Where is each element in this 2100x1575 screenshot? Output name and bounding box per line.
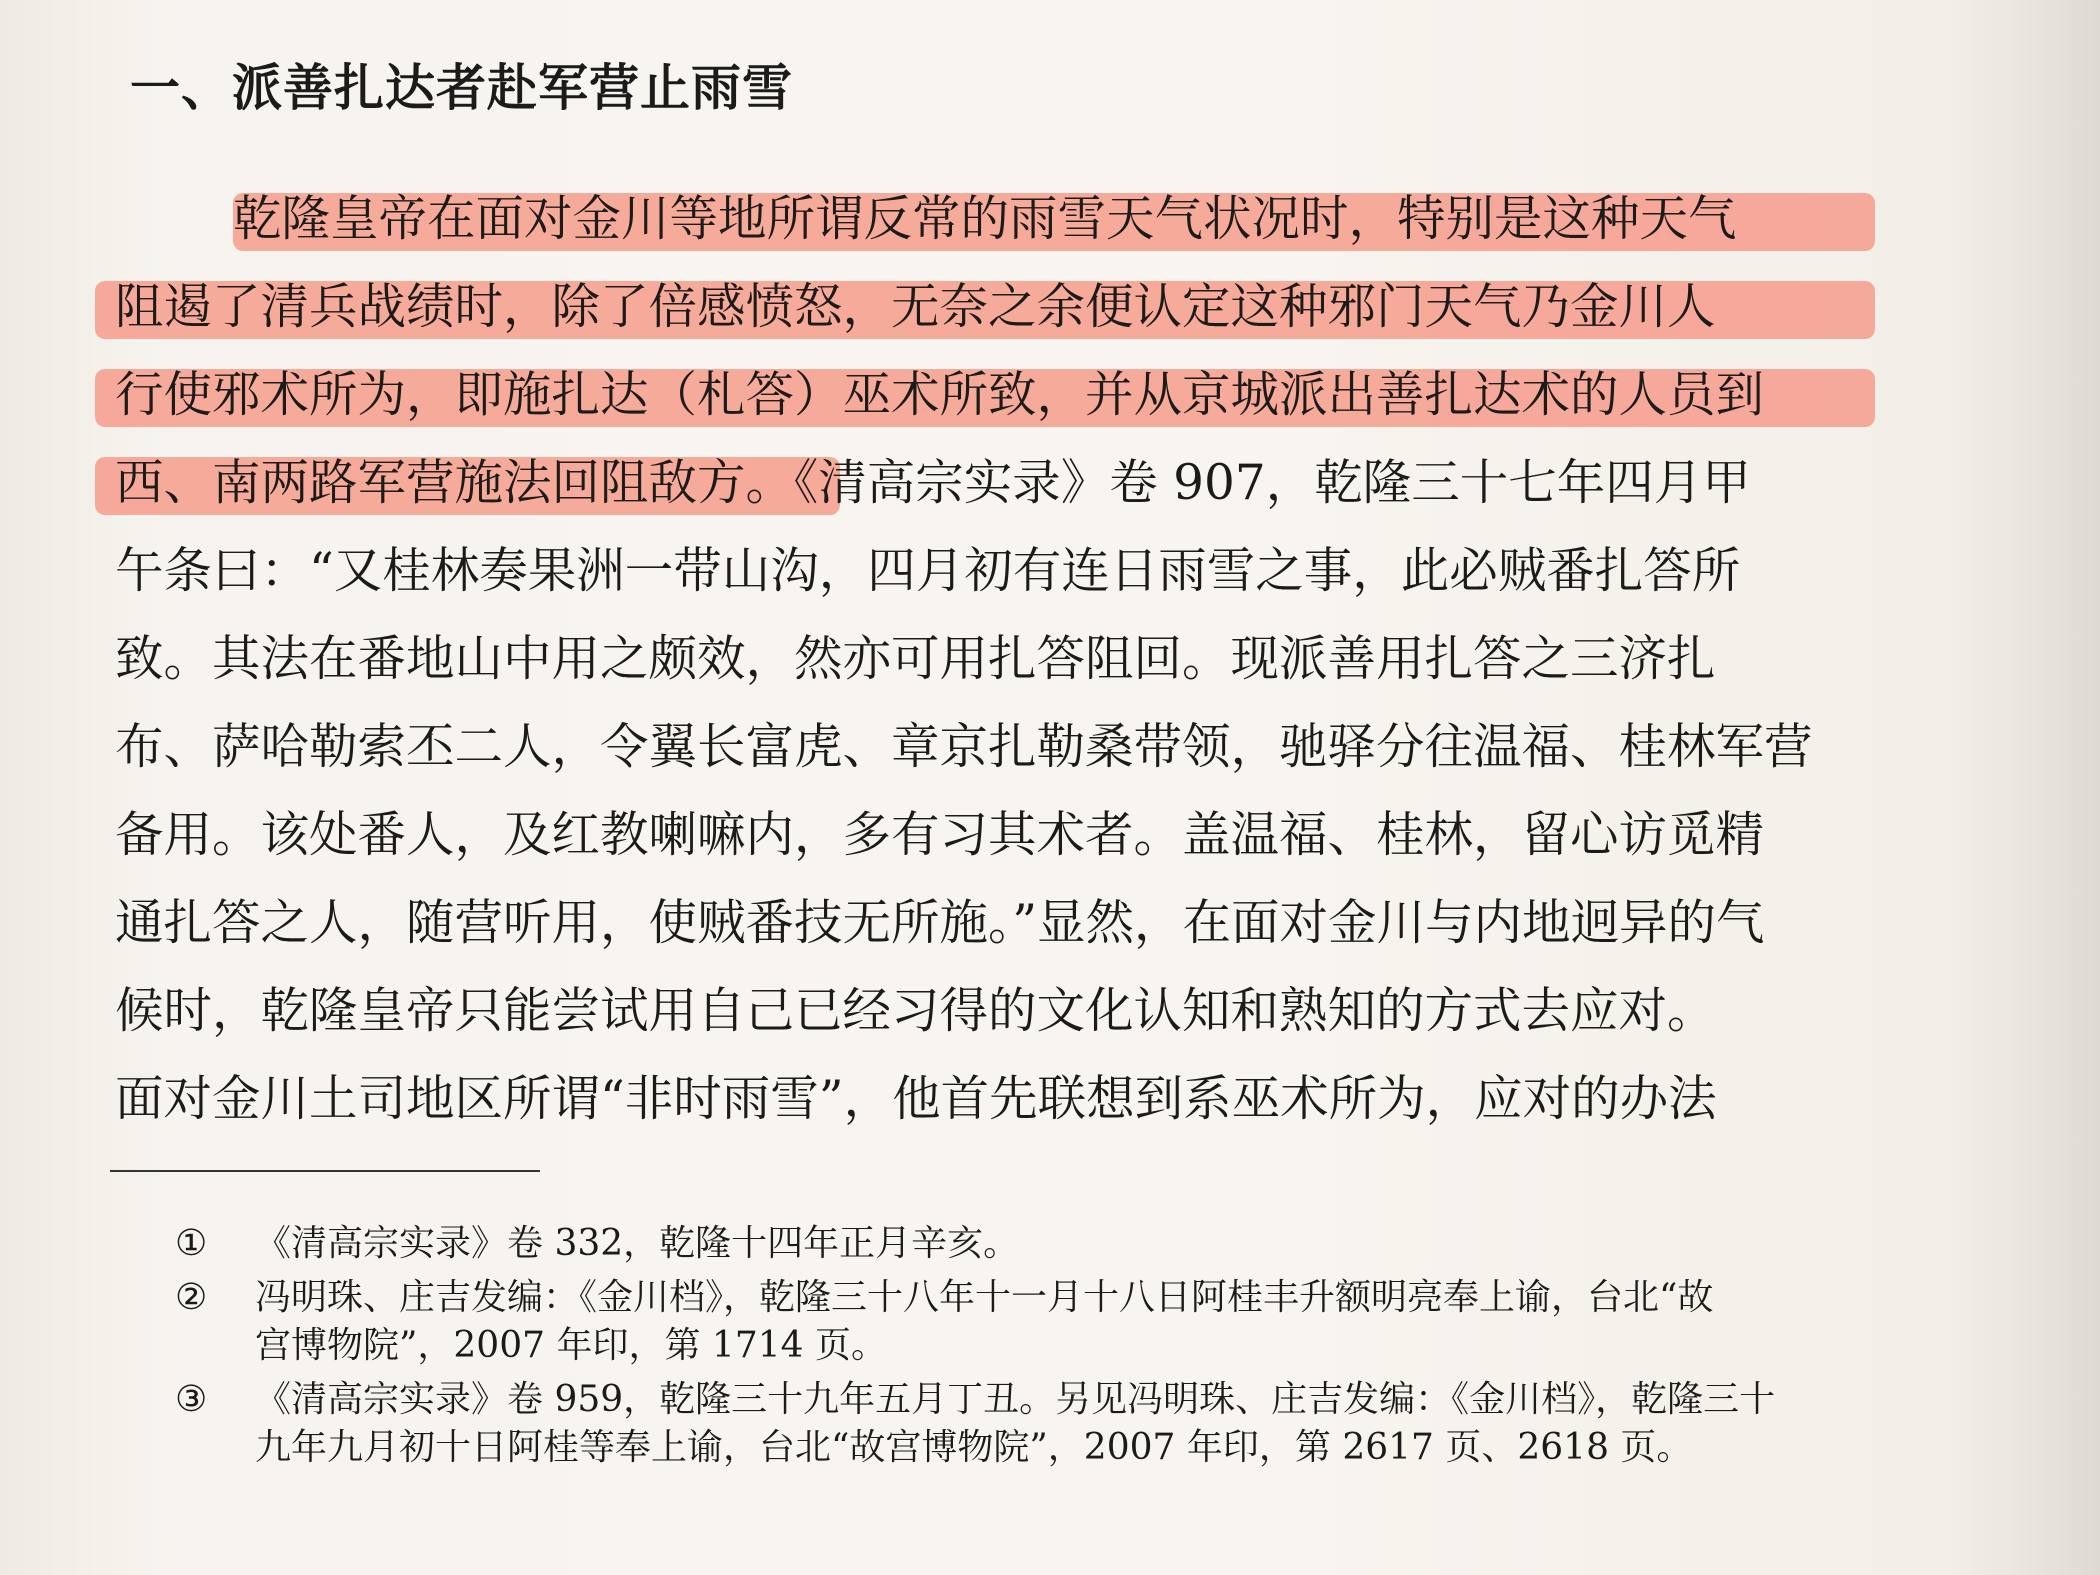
footnote <box>175 1376 1895 1472</box>
footnote-text: 冯明珠、庄吉发编：《金川档》，乾隆三十八年十一月十八日阿桂丰升额明亮奉上谕，台北“故 宫博物院”，2007 年印，第 1714 页。 <box>255 1277 1714 1366</box>
body-line: 致。其法在番地山中用之颇效，然亦可用扎答阻回。现派善用扎答之三济扎 <box>115 631 1716 687</box>
body-line: 乾隆皇帝在面对金川等地所谓反常的雨雪天气状况时，特别是这种天气 <box>115 175 1875 263</box>
body-paragraph <box>115 175 1875 1143</box>
body-line: 通扎答之人，随营听用，使贼番技无所施。”显然，在面对金川与内地迥异的气 <box>115 895 1765 951</box>
footnote-divider <box>110 1170 540 1172</box>
section-heading: 一、派善扎达者赴军营止雨雪 <box>130 59 793 117</box>
footnotes <box>175 1220 1895 1478</box>
body-line: 午条曰：“又桂林奏果洲一带山沟，四月初有连日雨雪之事，此必贼番扎答所 <box>115 543 1741 599</box>
body-line: 布、萨哈勒索丕二人，令翼长富虎、章京扎勒桑带领，驰驿分往温福、桂林军营 <box>115 719 1813 775</box>
page-edge-shadow <box>1950 0 2100 1575</box>
body-line: 西、南两路军营施法回阻敌方。《清高宗实录》卷 907，乾隆三十七年四月甲 <box>115 439 1875 527</box>
footnote <box>175 1220 1895 1268</box>
body-line: 面对金川土司地区所谓“非时雨雪”，他首先联想到系巫术所为，应对的办法 <box>115 1071 1717 1127</box>
footnote-text: 《清高宗实录》卷 332，乾隆十四年正月辛亥。 <box>255 1223 1020 1264</box>
body-line: 候时，乾隆皇帝只能尝试用自己已经习得的文化认知和熟知的方式去应对。 <box>115 983 1716 1039</box>
footnote-marker: ① <box>175 1223 208 1264</box>
footnote-marker: ③ <box>175 1379 208 1420</box>
body-line: 阻遏了清兵战绩时，除了倍感愤怒，无奈之余便认定这种邪门天气乃金川人 <box>115 263 1875 351</box>
footnote <box>175 1274 1895 1370</box>
body-line: 行使邪术所为，即施扎达（札答）巫术所致，并从京城派出善扎达术的人员到 <box>115 351 1875 439</box>
body-line: 备用。该处番人，及红教喇嘛内，多有习其术者。盖温福、桂林，留心访觅精 <box>115 807 1765 863</box>
footnote-marker: ② <box>175 1277 208 1318</box>
footnote-text: 《清高宗实录》卷 959，乾隆三十九年五月丁丑。另见冯明珠、庄吉发编：《金川档》，乾隆三十 九年九月初十日阿桂等奉上谕，台北“故宫博物院”，2007 年印，第 2617 页、2618 页。 <box>255 1379 1776 1468</box>
